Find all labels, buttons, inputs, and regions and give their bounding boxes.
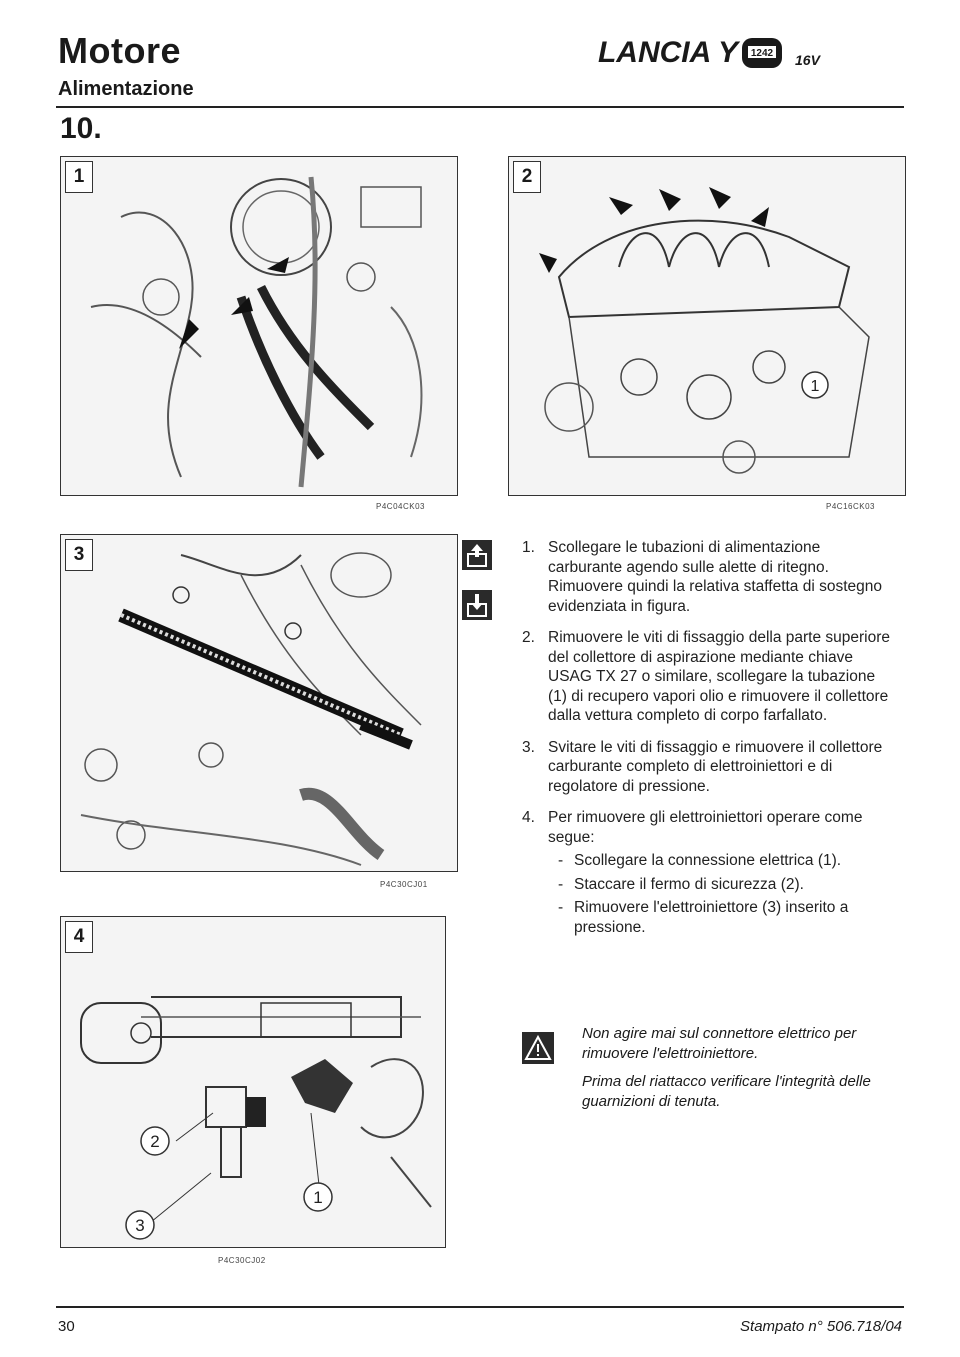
step-2 xyxy=(522,628,894,726)
engine-illustration-1 xyxy=(61,157,457,495)
warning-line-2: Prima del riattacco verificare l'integrità delle guarnizioni di tenuta. xyxy=(582,1073,871,1110)
substep-text: Scollegare la connessione elettrica (1). xyxy=(574,852,842,869)
step-text: Rimuovere le viti di fissaggio della parte superiore del collettore di aspirazione mediante chiave USAG TX 27 o similare, scollegare la tubazione (1) di recupero vapori olio e rimuovere il collettore dalla vettura completo di corpo farfallato. xyxy=(548,629,891,724)
figure-4-code: P4C30CJ02 xyxy=(218,1256,266,1265)
injector-illustration xyxy=(61,917,445,1247)
step-text: Per rimuovere gli elettroiniettori operare come segue: xyxy=(548,809,863,846)
step-text: Scollegare le tubazioni di alimentazione carburante agendo sulle alette di ritegno. Rimuovere quindi la relativa staffetta di sostegno evidenziata in figura. xyxy=(548,539,883,615)
figure-2-label: 2 xyxy=(513,161,541,193)
step-number: 3. xyxy=(522,738,535,756)
figure-4-callout-2: 2 xyxy=(150,1132,160,1151)
step-4 xyxy=(522,808,894,937)
figure-1-code: P4C04CK03 xyxy=(376,502,425,511)
step-3 xyxy=(522,738,894,797)
step-number: 1. xyxy=(522,539,535,556)
figure-2-callout-1: 1 xyxy=(810,378,820,395)
substep: - Rimuovere l'elettroiniettore (3) inserito a pressione. xyxy=(558,899,849,936)
warning-triangle-icon xyxy=(522,1032,554,1064)
warning-line-1: Non agire mai sul connettore elettrico per rimuovere l'elettroiniettore. xyxy=(582,1025,857,1062)
engine-illustration-3 xyxy=(61,535,457,871)
engine-illustration-2 xyxy=(509,157,905,495)
figure-4-callout-1: 1 xyxy=(313,1188,323,1207)
section-title: Motore xyxy=(58,30,181,71)
figure-4-callout-3: 3 xyxy=(135,1216,145,1235)
figure-3-code: P4C30CJ01 xyxy=(380,880,428,889)
header-divider xyxy=(56,106,904,108)
brand-name: LANCIA Y xyxy=(597,36,738,69)
figure-3-label: 3 xyxy=(65,539,93,571)
step-number: 2. xyxy=(522,629,535,646)
engine-badge-text: 1242 xyxy=(750,48,774,59)
figure-4 xyxy=(60,916,446,1248)
figure-2-code: P4C16CK03 xyxy=(826,502,875,511)
step-1 xyxy=(522,538,894,616)
substep: - Staccare il fermo di sicurezza (2). xyxy=(558,875,804,893)
page-number: 30 xyxy=(58,1318,75,1335)
section-number: 10. xyxy=(60,112,102,145)
figure-1-label: 1 xyxy=(65,161,93,193)
print-reference: Stampato n° 506.718/04 xyxy=(740,1318,902,1335)
figure-3 xyxy=(60,534,458,872)
engine-badge-icon xyxy=(740,36,790,72)
step-number: 4. xyxy=(522,809,535,826)
step-text: Svitare le viti di fissaggio e rimuovere il collettore carburante completo di elettroiniettori e di regolatore di pressione. xyxy=(548,738,883,795)
footer-divider xyxy=(56,1306,904,1308)
engine-version: 16V xyxy=(795,52,820,68)
figure-2 xyxy=(508,156,906,496)
section-subtitle: Alimentazione xyxy=(58,78,194,100)
figure-1 xyxy=(60,156,458,496)
substep: - Scollegare la connessione elettrica (1). xyxy=(558,852,842,869)
box-arrow-down-icon xyxy=(462,590,492,620)
substep-text: Staccare il fermo di sicurezza (2). xyxy=(574,875,804,893)
box-arrow-up-icon xyxy=(462,540,492,570)
warning-note xyxy=(582,1024,902,1120)
figure-4-label: 4 xyxy=(65,921,93,953)
substep-text: Rimuovere l'elettroiniettore (3) inserito a pressione. xyxy=(574,899,849,936)
procedure-steps xyxy=(522,538,894,949)
